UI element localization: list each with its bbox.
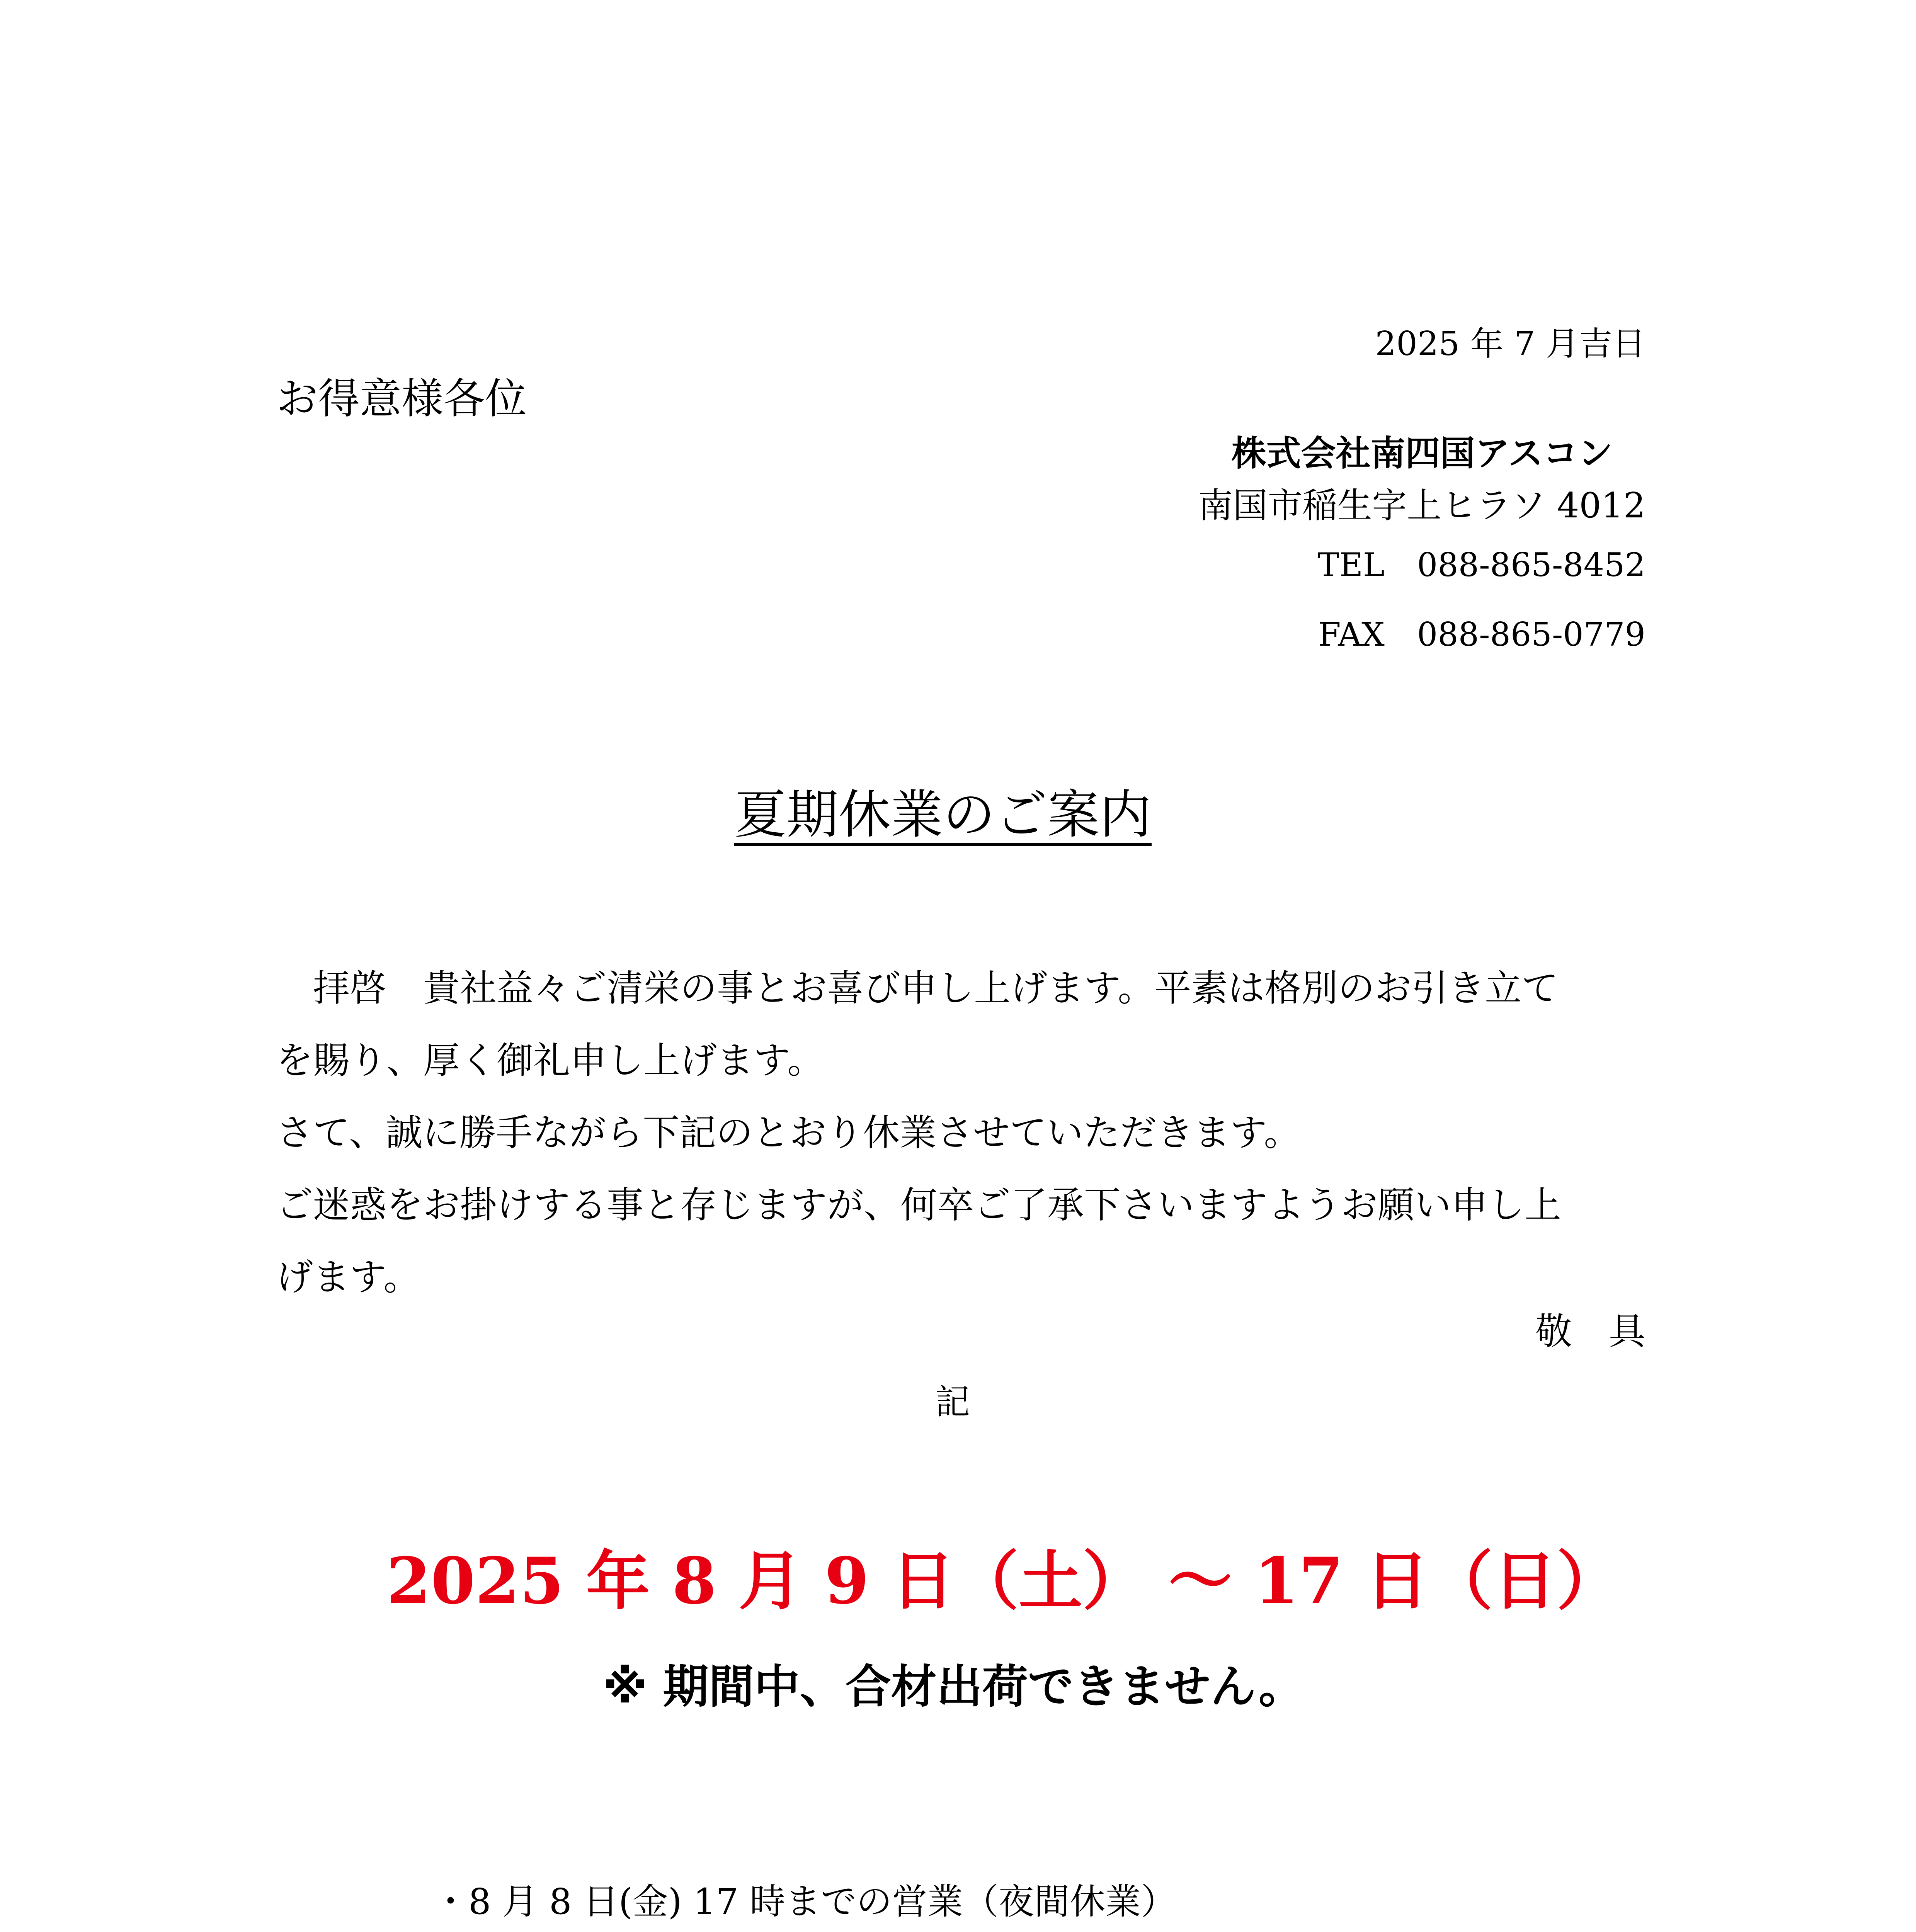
document-title: 夏期休業のご案内: [734, 784, 1152, 845]
letter-date: 2025 年 7 月吉日: [1375, 325, 1645, 363]
ki-marker: 記: [935, 1382, 970, 1422]
body-line: さて、誠に勝手ながら下記のとおり休業させていただきます。: [276, 1112, 1301, 1154]
closing-phrase: 敬 具: [1535, 1310, 1645, 1353]
body-line: げます。: [276, 1256, 420, 1299]
company-fax: FAX 088-865-0779: [1318, 616, 1645, 653]
letter-body: [276, 952, 1644, 1314]
holiday-period: 2025 年 8 月 9 日（土） ～ 17 日（日）: [386, 1543, 1621, 1618]
company-tel: TEL 088-865-8452: [1317, 546, 1645, 584]
list-item: ・8 月 8 日(金) 17 時までの営業（夜間休業）: [433, 1881, 1177, 1922]
recipient: お得意様各位: [276, 375, 527, 423]
company-address: 南国市稲生字上ヒラソ 4012: [1198, 485, 1645, 526]
schedule-list: [433, 1866, 1176, 1932]
body-line: 拝啓 貴社益々ご清栄の事とお喜び申し上げます。平素は格別のお引き立て: [276, 967, 1559, 1010]
company-name: 株式会社南四国アスコン: [1231, 433, 1613, 474]
body-line: ご迷惑をお掛けする事と存じますが、何卒ご了承下さいますようお願い申し上: [276, 1184, 1562, 1226]
shipping-note: ※ 期間中、合材出荷できません。: [603, 1660, 1304, 1713]
body-line: を賜り、厚く御礼申し上げます。: [276, 1039, 824, 1082]
